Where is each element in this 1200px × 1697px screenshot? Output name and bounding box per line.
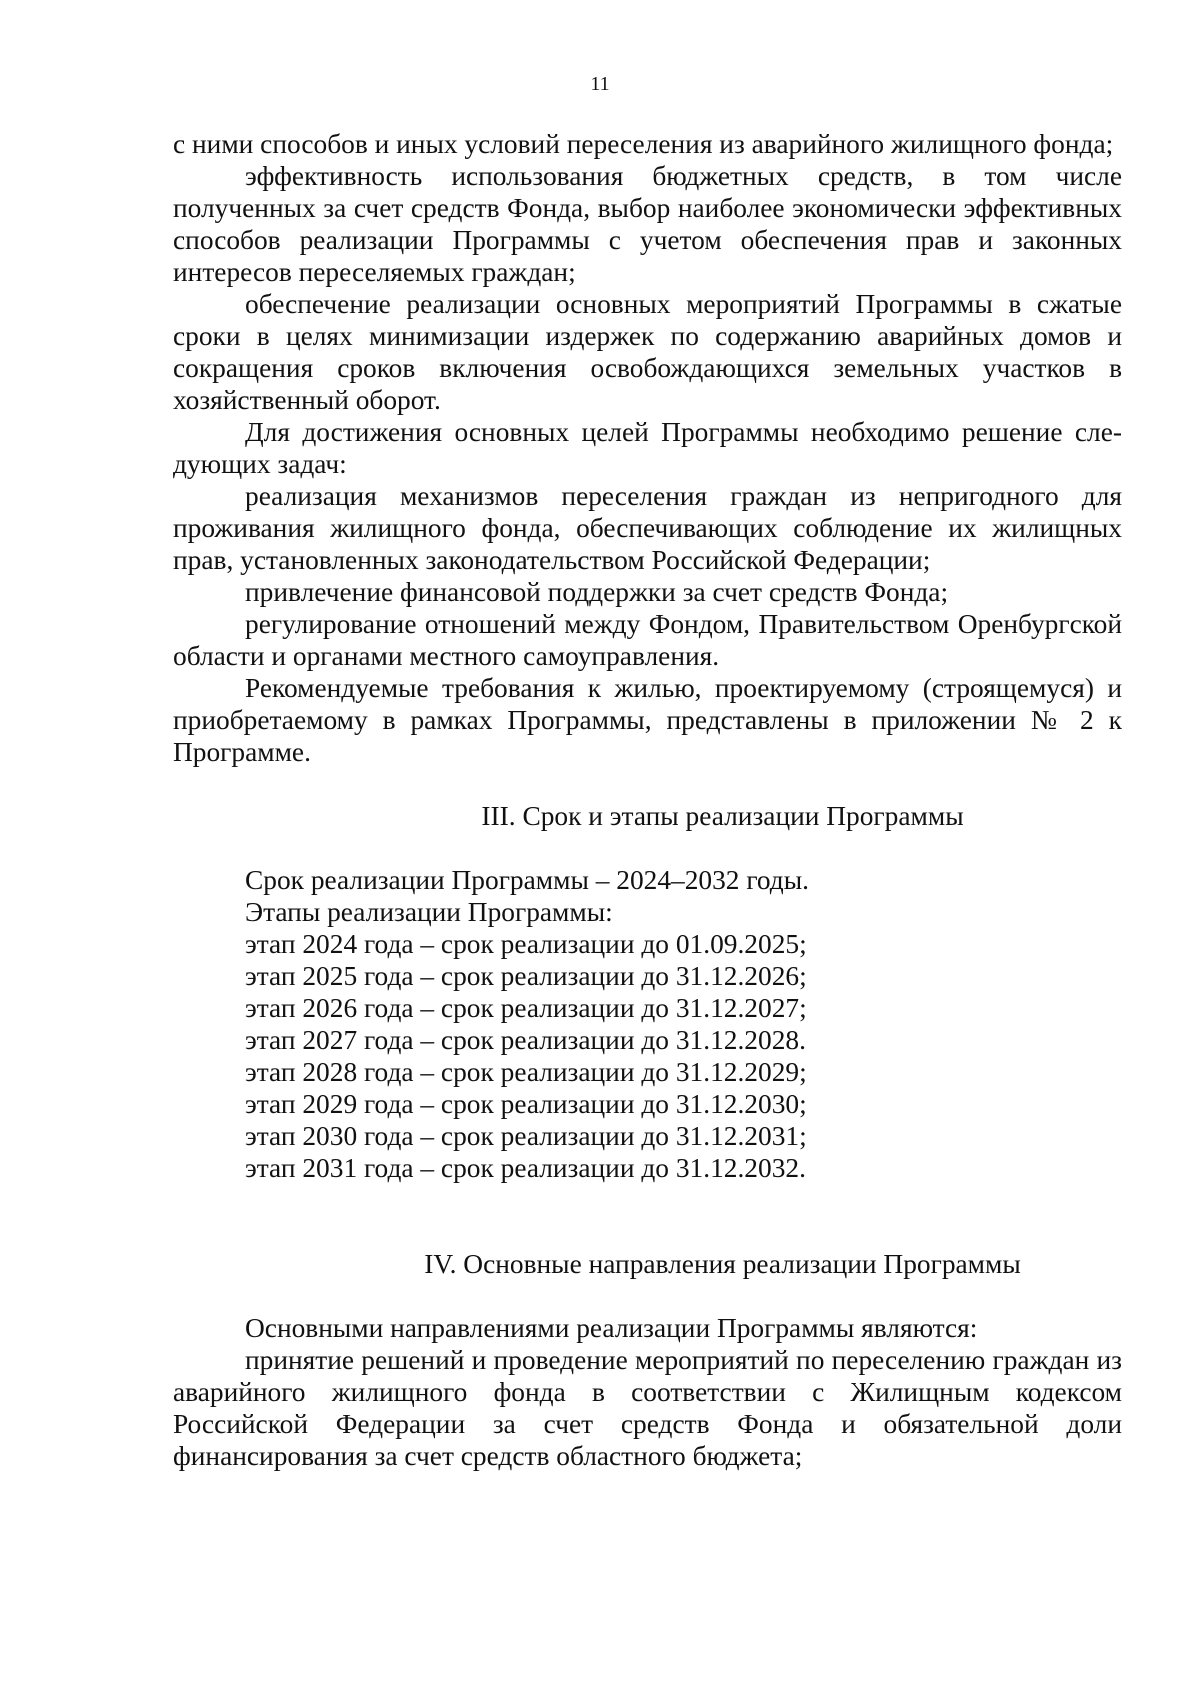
page-number: 11 (590, 73, 610, 95)
paragraph-goals: Для достижения основных целей Программы необходимо решение следующих задач: (173, 417, 1122, 479)
paragraph-financial-support: привлечение финансовой поддержки за счет средств Фонда; (245, 577, 949, 607)
spacer (173, 832, 1122, 864)
paragraph-main-directions: Основными направлениями реализации Программы являются: (245, 1313, 978, 1343)
spacer (173, 768, 1122, 800)
paragraph-regulation: регулирование отношений между Фондом, Правительством Оренбургской области и органами местного самоуправления. (173, 609, 1122, 671)
stage-line: этап 2029 года – срок реализации до 31.12.2030; (245, 1089, 807, 1119)
stage-line: этап 2025 года – срок реализации до 31.12.2026; (245, 961, 807, 991)
stage-line: этап 2028 года – срок реализации до 31.12.2029; (245, 1057, 807, 1087)
paragraph-continuation: с ними способов и иных условий переселения из аварийного жилищного фонда; (173, 129, 1114, 159)
paragraph-resettlement-decisions: принятие решений и проведение мероприятий по переселению граждан из аварийного жилищного фонда в соответствии с Жилищным кодексом Российской Федерации за счет средств Фонда и обязательной доли финансирования за счет средств областного бюджета; (173, 1345, 1122, 1471)
spacer (173, 1280, 1122, 1312)
paragraph-implementation: обеспечение реализации основных мероприятий Программы в сжатые сроки в целях минимизации издержек по содержанию аварийных домов и сокращения сроков включения освобождающихся земельных участков в хозяйственный оборот. (173, 289, 1122, 415)
paragraph-budget-efficiency: эффективность использования бюджетных средств, в том числе полученных за счет средств Фонда, выбор наиболее экономически эффективных способов реализации Программы с учетом обеспечения прав и законных интересов переселяемых граждан; (173, 161, 1122, 287)
section-3-line: Срок реализации Программы – 2024–2032 годы. (245, 865, 809, 895)
stage-line: этап 2024 года – срок реализации до 01.09.2025; (245, 929, 807, 959)
stage-line: этап 2031 года – срок реализации до 31.12.2032. (245, 1153, 806, 1183)
stage-line: этап 2026 года – срок реализации до 31.12.2027; (245, 993, 807, 1023)
section-4-heading: IV. Основные направления реализации Программы (424, 1249, 1021, 1279)
document-body (173, 128, 1122, 1472)
stage-line: этап 2030 года – срок реализации до 31.12.2031; (245, 1121, 807, 1151)
paragraph-housing-requirements: Рекомендуемые требования к жилью, проектируемому (строящемуся) и приобретаемому в рамках Программы, представлены в приложении № 2 к Программе. (173, 673, 1122, 767)
stage-line: этап 2027 года – срок реализации до 31.12.2028. (245, 1025, 806, 1055)
paragraph-mechanisms: реализация механизмов переселения граждан из непригодного для проживания жилищного фонда, обеспечивающих соблюдение их жилищных прав, установленных законодательством Российской Федерации; (173, 481, 1122, 575)
section-3-heading: III. Срок и этапы реализации Программы (481, 801, 964, 831)
spacer (173, 1184, 1122, 1248)
section-3-line: Этапы реализации Программы: (245, 897, 613, 927)
